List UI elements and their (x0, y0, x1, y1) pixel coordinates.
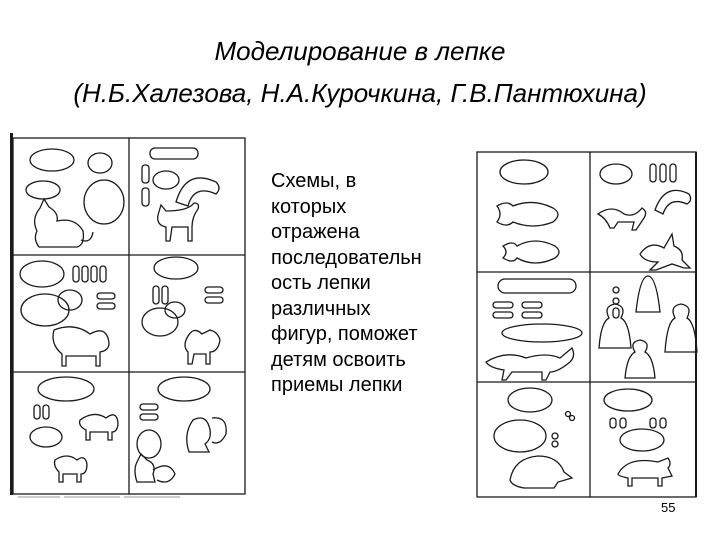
slide-subtitle-authors: (Н.Б.Халезова, Н.А.Курочкина, Г.В.Пантюхина) (73, 78, 647, 108)
description-text: Схемы, в которых отражена последовательн ость лепки различных фигур, поможет детям освоить приемы лепки (271, 170, 422, 396)
slide-title: Моделирование в лепке (214, 36, 506, 66)
page-number: 55 (661, 500, 676, 515)
right-scheme-sheet (477, 152, 697, 497)
left-scheme-sheet (10, 133, 245, 497)
